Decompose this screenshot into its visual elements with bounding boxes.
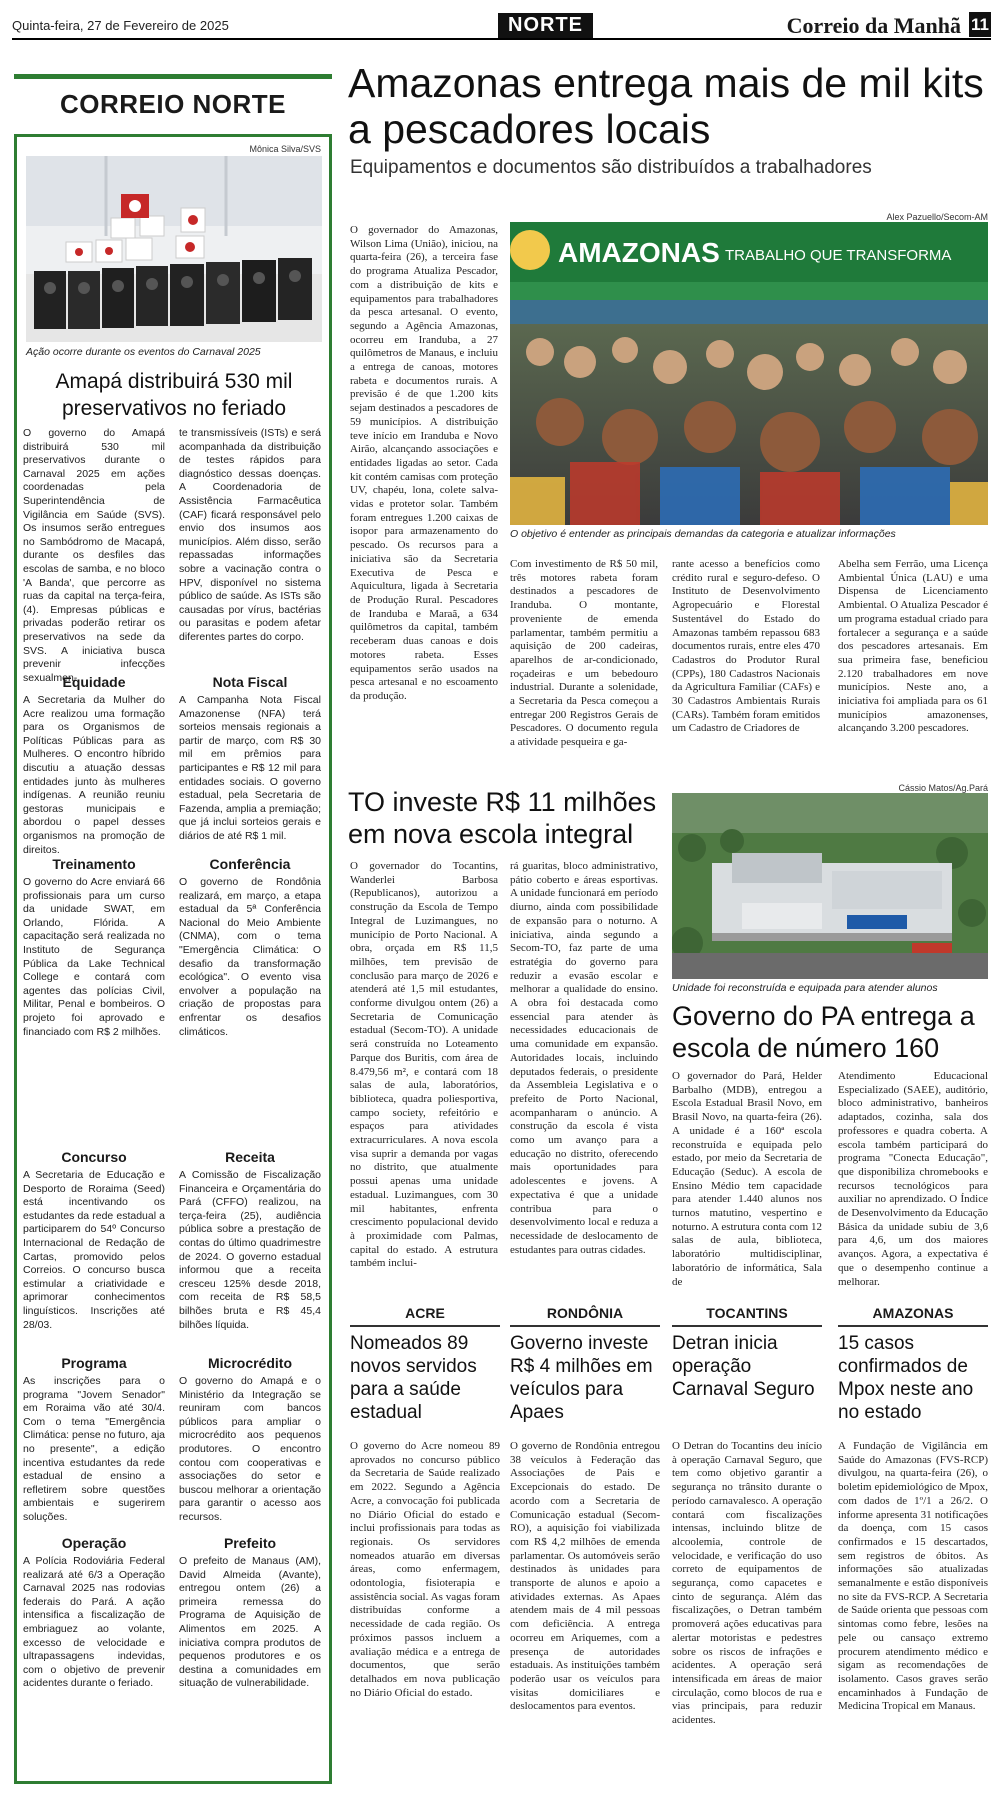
to-story-col2: rá guaritas, bloco administrativo, pátio coberto e áreas esportivas. A unidade funcionará em período diurno, ainda com possibilidade de expansão para o noturno. A iniciativa, ainda segundo a Secom-TO, faz parte de uma estratégia do governo para reduzir a evasão escolar e melhorar a qualidade do ensino. A obra foi destacada como essencial para atender às necessidades educacionais de uma comunidade em expansão. Autoridades locais, incluindo deputados federais, o presidente da Assembleia Legislativa e o prefeito de Porto Nacional, acompanharam o anúncio. A construção da escola é vista como um avanço para a educação no distrito, oferecendo mais oportunidades para adolescentes e jovens. A expectativa é que a unidade contribua para o desenvolvimento local e reduza a necessidade de deslocamento de estudantes para outras cidades. xyxy=(510,860,658,1256)
issue-date: Quinta-feira, 27 de Fevereiro de 2025 xyxy=(12,18,229,33)
note-text-nota-fiscal: A Campanha Nota Fiscal Amazonense (NFA) terá sorteios mensais regionais a partir de março, com R$ 30 mil em prêmios para participantes e R$ 12 mil para entidades sociais. O governo estadual, pela Secretaria de Fazenda, amplia a premiação; que já inclui sorteios gerais e diários de até R$ 1 mil. xyxy=(179,694,321,842)
masthead: Correio da Manhã xyxy=(786,13,961,38)
pa-story-col2: Atendimento Educacional Especializado (SAEE), auditório, bloco administrativo, banheiros adaptados, cozinha, sala dos professores e quadra coberta. A escola também participará do programa "Conecta Educação", que disponibiliza chromebooks e recursos tecnológicos para auxiliar no aprendizado. O Índice de Desenvolvimento da Educação Básica da unidade subiu de 3,6 para 4,6, um dos maiores avanços. Agora, a expectativa é que o desempenho continue a melhorar. xyxy=(838,1070,988,1288)
note-title-receita: Receita xyxy=(225,1149,275,1165)
brief-text-amazonas: A Fundação de Vigilância em Saúde do Amazonas (FVS-RCP) divulgou, na quarta-feira (26), o boletim epidemiológico de Mpox, com dados de 1º/1 a 26/2. O informe apresenta 31 notificações da doença, com 15 casos confirmados e 15 descartados, sem registros de óbitos. As informações são atualizadas semanalmente e estão disponíveis no site da FVS-RCP. A Secretaria de Saúde orienta que pessoas com sintomas como febre, lesões na pele ou cansaço extremo procurem atendimento médico e sigam as recomendações de isolamento. Casos graves serão encaminhados à Fundação de Medicina Tropical em Manaus. xyxy=(838,1440,988,1713)
pa-story-col1: O governador do Pará, Helder Barbalho (MDB), entregou a Escola Estadual Brasil Novo, em Brasil Novo, na quarta-feira (26). A unidade é a 160ª escola reconstruída e equipada pelo estado, por meio da Secretaria de Educação (Seduc). A escola de Ensino Médio tem capacidade para atender 1.440 alunos nos turnos matutino, vespertino e noturno. A estrutura conta com 12 salas de aula, biblioteca, laboratório multidisciplinar, laboratório de informática, Sala de xyxy=(672,1070,822,1288)
photo-banner-amazonas: AMAZONAS xyxy=(558,237,720,268)
to-story-headline: TO investe R$ 11 milhões em nova escola integral xyxy=(348,787,657,849)
note-title-prefeito: Prefeito xyxy=(223,1535,277,1551)
condom-kits-photo xyxy=(26,156,322,342)
main-story-col4: Abelha sem Ferrão, uma Licença Ambiental Única (LAU) e uma Dispensa de Licenciamento Ambiental. O Atualiza Pescador é um programa estadual criado para fortalecer a segurança e a saúde dos pescadores artesanais. Em sua primeira fase, beneficiou 2.120 trabalhadores em nove municípios. Neste ano, a iniciativa foi ampliada para os 61 municípios amazonenses, alcançando 3.200 pescadores. xyxy=(838,558,988,735)
brief-label-acre: ACRE xyxy=(350,1305,500,1327)
page-header xyxy=(12,10,991,40)
main-subtitle: Equipamentos e documentos são distribuídos a trabalhadores xyxy=(350,157,872,178)
note-title-equidade: Equidade xyxy=(62,674,126,690)
note-title-microcredito: Microcrédito xyxy=(207,1355,292,1371)
main-story-col3: rante acesso a benefícios como crédito rural e seguro-defeso. O Instituto de Desenvolvimento Agropecuário e Florestal Sustentável do Estado do Amazonas também repassou 683 documentos rurais, entre eles 470 Cadastros do Produtor Rural (CPPs), 180 Cadastros Nacionais da Agricultura Familiar (CAFs) e 30 Cadastros Ambientais Rurais (CARs). Também foram emitidos um Cadastro de Criadores de xyxy=(672,558,820,735)
pa-story-headline: Governo do PA entrega a escola de número 160 xyxy=(672,1001,975,1063)
photo-credit: Mônica Silva/SVS xyxy=(249,144,321,154)
sidebar-box xyxy=(14,134,332,1784)
brief-headline-rondonia: Governo investe R$ 4 milhões em veículos para Apaes xyxy=(510,1333,653,1423)
sidebar-headline: Amapá distribuirá 530 mil preservativos no feriado xyxy=(55,370,293,420)
note-title-nota-fiscal: Nota Fiscal xyxy=(212,674,288,690)
brief-label-rondonia: RONDÔNIA xyxy=(510,1305,660,1327)
note-title-treinamento: Treinamento xyxy=(52,856,136,872)
photo-banner-slogan: TRABALHO QUE TRANSFORMA xyxy=(725,247,952,264)
note-text-microcredito: O governo do Amapá e o Ministério da Integração se reuniram com bancos públicos para ampliar o microcrédito aos pequenos produtores. O encontro contou com cooperativas e associações do setor e buscou melhorar a orientação para garantir o acesso aos recursos. xyxy=(179,1375,321,1523)
main-story-col1: O governador do Amazonas, Wilson Lima (União), iniciou, na quarta-feira (26), a terceira fase do programa Atualiza Pescador, com a distribuição de kits e equipamentos para trabalhadores da pesca artesanal. O evento, segundo a Agência Amazonas, ocorreu em Iranduba, a 27 quilômetros de Manaus, e incluiu a entrega de canoas, motores rabeta e documentos rurais. A previsão é de que 1.200 kits sejam destinados a pescadores de 59 municípios. A distribuição teve início em Iranduba e Novo Airão, alcançando associações e entidades ligadas ao setor. Cada kit contém camisas com proteção UV, chapéu, lona, colete salva-vidas e protetor solar. Também foram entregues 1.200 caixas de isopor para armazenamento do pescado. Os recursos para a iniciativa são da Secretaria Executiva de Pesca e Aquicultura, ligada à Secretaria de Produção Rural. Pescadores de Iranduba e Maraã, a 634 quilômetros da capital, também receberam duas canoas e dois motores rabeta. Esses equipamentos serão usados na pesca artesanal e no escoamento da produção. xyxy=(350,224,498,702)
note-text-treinamento: O governo do Acre enviará 66 profissionais para um curso da unidade SWAT, em Orlando, Flórida. A capacitação será realizada no Instituto de Segurança Pública da Lake Technical College e contará com agentes das polícias Civil, Militar, Penal e bombeiros. O projeto foi aprovado e financiado com R$ 2 milhões. xyxy=(23,876,165,1038)
note-title-operacao: Operação xyxy=(61,1535,127,1551)
main-photo-caption: O objetivo é entender as principais demandas da categoria e atualizar informações xyxy=(510,528,896,540)
note-text-concurso: A Secretaria de Educação e Desporto de Roraima (Seed) está incentivando os estudantes da rede estadual a participarem do 54º Concurso Internacional de Redação de Cartas, promovido pelos Correios. O concurso busca estimular a criatividade e aprimorar conhecimentos linguísticos. Inscrições até 28/03. xyxy=(23,1169,165,1331)
pa-photo-caption: Unidade foi reconstruída e equipada para atender alunos xyxy=(672,982,938,994)
sidebar-lead-col2: te transmissíveis (ISTs) e será acompanhada da distribuição de testes rápidos para diagnóstico dessas doenças. A Coordenadoria de Assistência Farmacêutica (CAF) ficará responsável pelo envio dos insumos aos municípios. Além disso, serão repassadas informações sobre a vacinação contra o HPV, disponível no sistema público de saúde. As ISTs são causadas por vírus, bactérias ou parasitas e podem afetar diferentes partes do corpo. xyxy=(179,427,321,643)
photo-caption: Ação ocorre durante os eventos do Carnaval 2025 xyxy=(26,346,261,358)
fishermen-event-photo xyxy=(510,222,988,525)
to-story-col1: O governador do Tocantins, Wanderlei Barbosa (Republicanos), autorizou a construção da Escola de Tempo Integral de Luzimangues, no município de Porto Nacional. A obra, orçada em R$ 11,5 milhões, tem previsão de conclusão para março de 2026 e atenderá até 1,5 mil estudantes, conforme divulgou ontem (26) a Secretaria de Comunicação estadual (Secom-TO). A unidade será construída no Loteamento Parque dos Buritis, com área de 8.479,56 m², e contará com 18 salas de aula, laboratórios, biblioteca, quadra poliesportiva, campo society, refeitório e espaços para atividades extracurriculares. A nova escola visa suprir a demanda por vagas no distrito, que atualmente possui apenas uma unidade estadual. Luzimangues, com 30 mil habitantes, enfrenta crescimento populacional devido à proximidade com Palmas, capital do estado. A estrutura também inclui- xyxy=(350,860,498,1270)
main-story-col2: Com investimento de R$ 50 mil, três motores rabeta foram destinados a pescadores de Iranduba. O montante, proveniente de emenda parlamentar, também permitiu a aquisição de 200 cadeiras, aparelhos de ar-condicionado, roçadeiras e um bebedouro industrial. Durante a solenidade, a Secretaria da Pesca começou a entregar 200 Registros Gerais de Pescadores. O documento regula a atividade pesqueira e ga- xyxy=(510,558,658,749)
sidebar-title: CORREIO NORTE xyxy=(59,89,287,119)
brief-headline-tocantins: Detran inicia operação Carnaval Seguro xyxy=(672,1333,815,1400)
brief-text-acre: O governo do Acre nomeou 89 aprovados no concurso público da Secretaria de Saúde realizado em 2022. Segundo a Agência Acre, a convocação foi publicada no Diário Oficial do estado e inclui profissionais para todas as regionais. Os servidores nomeados atuarão em diversas áreas, como enfermagem, odontologia, fisioterapia e assistência social. As vagas foram distribuídas conforme a necessidade de cada região. Os próximos passos incluem a avaliação médica e a entrega de documentos, que serão detalhados em nova publicação no Diário Oficial do estado. xyxy=(350,1440,500,1699)
note-text-equidade: A Secretaria da Mulher do Acre realizou uma formação para os Organismos de Políticas Públicas para as Mulheres. O encontro híbrido discutiu a atuação dessas entidades junto às mulheres indígenas. A reunião reuniu gestoras municipais e abordou o papel desses organismos na promoção de direitos. xyxy=(23,694,165,856)
note-title-conferencia: Conferência xyxy=(209,856,291,872)
brief-label-amazonas: AMAZONAS xyxy=(838,1305,988,1327)
brief-headline-amazonas: 15 casos confirmados de Mpox neste ano no estado xyxy=(838,1333,974,1423)
pa-photo-credit: Cássio Matos/Ag.Pará xyxy=(898,783,988,793)
page-number: 11 xyxy=(969,12,991,37)
correio-norte-sidebar xyxy=(14,74,332,1780)
note-text-operacao: A Polícia Rodoviária Federal realizará até 6/3 a Operação Carnaval 2025 nas rodovias federais do Pará. A ação intensifica a fiscalização de embriaguez ao volante, excesso de velocidade e ultrapassagens indevidas, com o objetivo de prevenir acidentes durante o feriado. xyxy=(23,1555,165,1690)
note-title-concurso: Concurso xyxy=(61,1149,127,1165)
sidebar-lead-col1: O governo do Amapá distribuirá 530 mil preservativos durante o Carnaval 2025 em ações coordenadas pela Superintendência de Vigilância em Saúde (SVS). Os insumos serão entregues no Sambódromo de Macapá, durante os desfiles das escolas de samba, e no bloco 'A Banda', que percorre as ruas da capital na terça-feira, (4). Empresas públicas e privadas poderão retirar os preservativos na sede da SVS. A iniciativa busca prevenir infecções sexualmen- xyxy=(23,427,165,684)
note-text-conferencia: O governo de Rondônia realizará, em março, a etapa estadual da 5ª Conferência Nacional do Meio Ambiente (CNMA), com o tema "Emergência Climática: O desafio da transformação ecológica". O evento visa envolver a população na criação de propostas para enfrentar os desafios climáticos. xyxy=(179,876,321,1038)
note-text-programa: As inscrições para o programa "Jovem Senador" em Roraima vão até 30/4. Com o tema "Emergência Climática: pense no futuro, aja no presente", a edição incentiva estudantes da rede estadual de ensino a refletirem sobre questões ambientais e sugerirem soluções. xyxy=(23,1375,165,1523)
note-text-prefeito: O prefeito de Manaus (AM), David Almeida (Avante), entregou ontem (26) a primeira remessa do Programa de Aquisição de Alimentos em 2025. A iniciativa compra produtos de pequenos produtores e os destina a comunidades em situação de vulnerabilidade. xyxy=(179,1555,321,1690)
section-tag: NORTE xyxy=(498,13,593,38)
brief-text-rondonia: O governo de Rondônia entregou 38 veículos à Federação das Associações de Pais e Excepcionais do estado. De acordo com a Secretaria de Comunicação estadual (Secom-RO), a aquisição foi viabilizada com R$ 4,2 milhões de emenda parlamentar. Os automóveis serão destinados às unidades para transporte de alunos e apoio a atividades externas. As Apaes atendem mais de 4 mil pessoas com deficiência. A entrega ocorreu em Ariquemes, com a presença de autoridades estaduais. As instituições também poderão usar os veículos para visitas domiciliares e deslocamentos para eventos. xyxy=(510,1440,660,1713)
brief-text-tocantins: O Detran do Tocantins deu início à operação Carnaval Seguro, que tem como objetivo garantir a segurança no trânsito durante o período carnavalesco. A operação contará com fiscalizações intensas, incluindo blitze de alcoolemia, controle de velocidade, e verificação do uso correto de equipamentos de segurança, como capacetes e cinto de segurança. Além das fiscalizações, o Detran também promoverá ações educativas para alertar motoristas e pedestres sobre os riscos de infrações e acidentes. A operação será intensificada em áreas de maior circulação, como blocos de rua e vias principais, para reduzir acidentes. xyxy=(672,1440,822,1727)
main-photo-credit: Alex Pazuello/Secom-AM xyxy=(886,212,988,222)
note-text-receita: A Comissão de Fiscalização Financeira e Orçamentária do Pará (CFFO) realizou, na terça-feira (25), audiência pública sobre a prestação de contas do último quadrimestre de 2024. O governo estadual informou que a receita cresceu 125% desde 2018, com receita de R$ 58,5 bilhões bruta e R$ 45,4 bilhões líquida. xyxy=(179,1169,321,1331)
main-headline: Amazonas entrega mais de mil kits a pescadores locais xyxy=(348,60,984,152)
brief-label-tocantins: TOCANTINS xyxy=(672,1305,822,1327)
school-aerial-photo xyxy=(672,793,988,979)
note-title-programa: Programa xyxy=(61,1355,127,1371)
brief-headline-acre: Nomeados 89 novos servidos para a saúde estadual xyxy=(350,1333,477,1423)
